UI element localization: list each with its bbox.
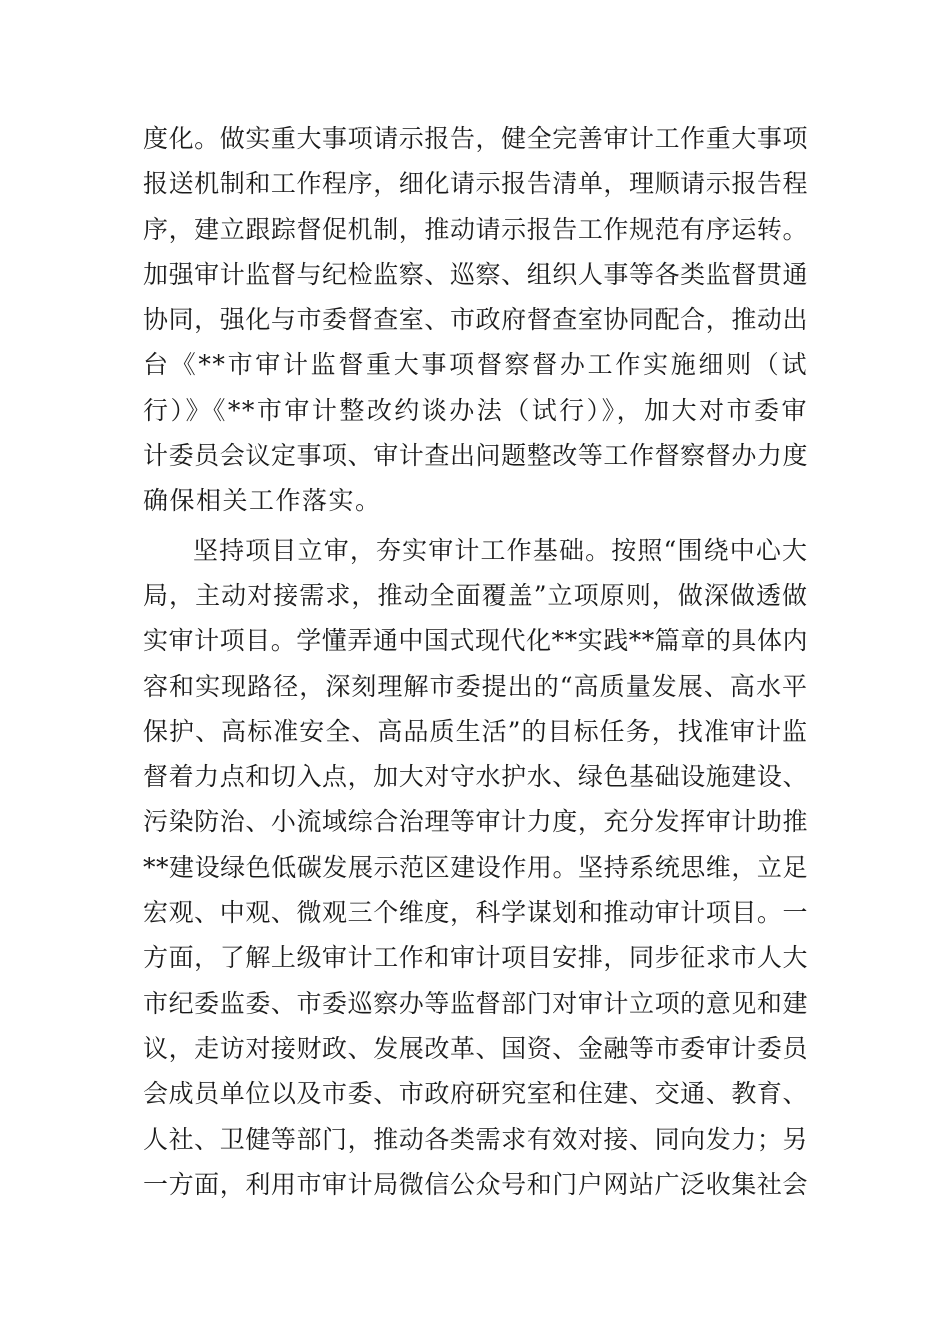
document-body	[143, 116, 808, 1207]
text-line: 报送机制和工作程序，细化请示报告清单，理顺请示报告程	[143, 169, 808, 199]
text-line: 保护、高标准安全、高品质生活”的目标任务，找准审计监	[143, 716, 808, 746]
text-line: **建设绿色低碳发展示范区建设作用。坚持系统思维，立足	[143, 852, 808, 882]
text-line: 坚持项目立审，夯实审计工作基础。按照“围绕中心大	[193, 535, 808, 565]
text-line: 度化。做实重大事项请示报告，健全完善审计工作重大事项	[143, 124, 808, 153]
text-line: 加强审计监督与纪检监察、巡察、组织人事等各类监督贯通	[143, 259, 808, 289]
text-line: 局，主动对接需求，推动全面覆盖”立项原则，做深做透做	[143, 580, 808, 610]
text-line: 台《**市审计监督重大事项督察督办工作实施细则（试	[143, 350, 808, 380]
text-line: 容和实现路径，深刻理解市委提出的“高质量发展、高水平	[143, 671, 808, 701]
paragraph-1	[143, 116, 808, 524]
text-line: 行）》《**市审计整改约谈办法（试行）》，加大对市委审	[143, 395, 808, 425]
text-line: 序，建立跟踪督促机制，推动请示报告工作规范有序运转。	[143, 214, 808, 244]
text-line: 方面，了解上级审计工作和审计项目安排，同步征求市人大	[143, 943, 808, 973]
text-line: 一方面，利用市审计局微信公众号和门户网站广泛收集社会	[143, 1169, 808, 1199]
text-line: 协同，强化与市委督查室、市政府督查室协同配合，推动出	[143, 305, 808, 335]
paragraph-2	[143, 528, 808, 1207]
text-line: 市纪委监委、市委巡察办等监督部门对审计立项的意见和建	[143, 988, 808, 1018]
text-line: 污染防治、小流域综合治理等审计力度，充分发挥审计助推	[143, 807, 808, 837]
text-line: 督着力点和切入点，加大对守水护水、绿色基础设施建设、	[143, 762, 808, 792]
text-line: 确保相关工作落实。	[143, 486, 382, 516]
text-line: 计委员会议定事项、审计查出问题整改等工作督察督办力度	[143, 441, 808, 471]
text-line: 实审计项目。学懂弄通中国式现代化**实践**篇章的具体内	[143, 626, 808, 656]
text-line: 议，走访对接财政、发展改革、国资、金融等市委审计委员	[143, 1033, 808, 1063]
text-line: 人社、卫健等部门，推动各类需求有效对接、同向发力；另	[143, 1124, 808, 1154]
text-line: 会成员单位以及市委、市政府研究室和住建、交通、教育、	[143, 1079, 808, 1109]
text-line: 宏观、中观、微观三个维度，科学谋划和推动审计项目。一	[143, 898, 808, 928]
